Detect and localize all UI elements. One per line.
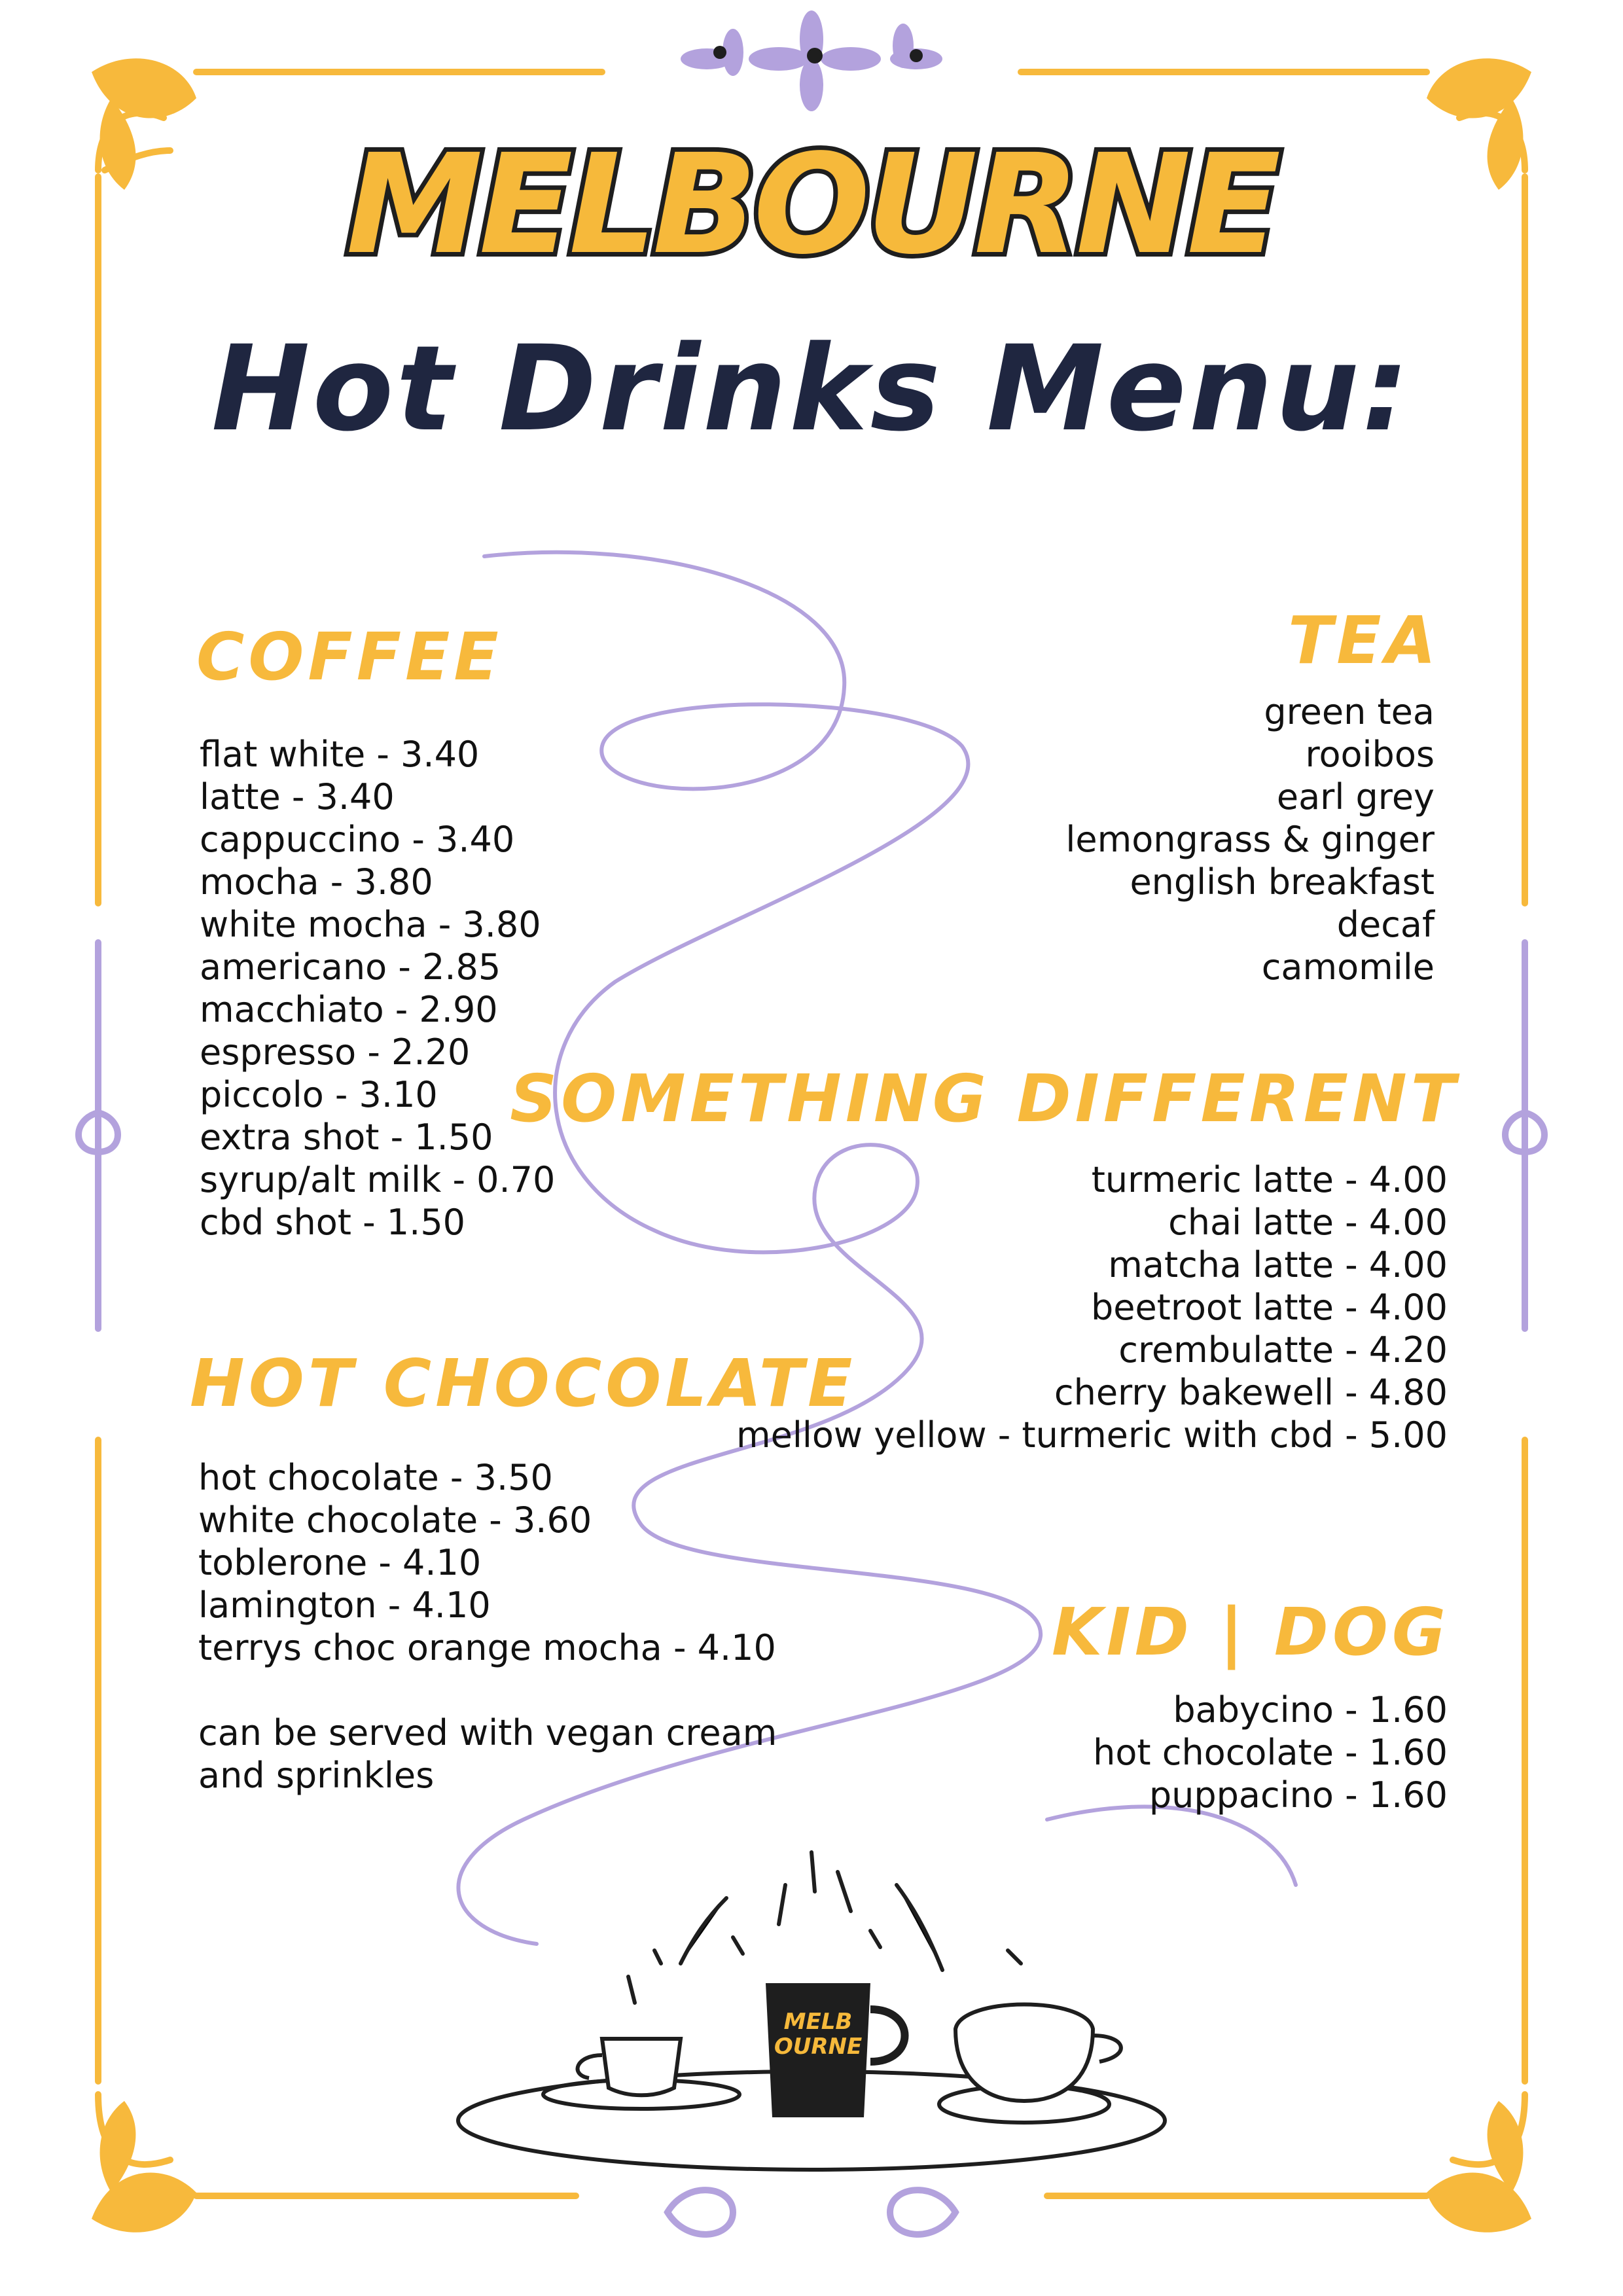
list-item: matcha latte - 4.00 [1108,1244,1448,1285]
list-item: extra shot - 1.50 [200,1117,493,1158]
list-item: crembulatte - 4.20 [1118,1329,1448,1371]
list-item: turmeric latte - 4.00 [1091,1159,1448,1200]
coffee-list [200,733,555,1244]
list-item: piccolo - 3.10 [200,1074,438,1115]
list-item: lamington - 4.10 [198,1585,491,1626]
list-item: babycino - 1.60 [1173,1689,1448,1731]
list-item: cappuccino - 3.40 [200,819,515,860]
mug-logo: MELB OURNE [774,2009,863,2060]
list-item: rooibos [1305,734,1435,775]
list-item: camomile [1261,946,1435,988]
list-item: puppacino - 1.60 [1149,1774,1448,1816]
hot-chocolate-note: can be served with vegan cream and sprinkles [198,1712,777,1796]
list-item: latte - 3.40 [200,776,395,817]
list-item: mocha - 3.80 [200,861,433,903]
something-different-section-title: SOMETHING DIFFERENT [510,1060,1459,1137]
kid-dog-section-title: KID | DOG [1052,1594,1450,1670]
list-item: white mocha - 3.80 [200,904,541,945]
list-item: white chocolate - 3.60 [198,1499,592,1541]
brand-logo: MELBOURNE [346,124,1277,285]
kid-dog-list [1093,1689,1448,1816]
list-item: english breakfast [1130,861,1435,903]
list-item: flat white - 3.40 [200,734,480,775]
list-item: hot chocolate - 1.60 [1093,1732,1448,1773]
list-item: macchiato - 2.90 [200,989,498,1030]
list-item: terrys choc orange mocha - 4.10 [198,1627,776,1668]
list-item: hot chocolate - 3.50 [198,1457,553,1498]
hot-chocolate-section-title: HOT CHOCOLATE [190,1345,857,1422]
list-item: espresso - 2.20 [200,1031,471,1073]
page-title: Hot Drinks Menu: [211,321,1412,457]
tea-section-title: TEA [1288,602,1440,679]
list-item: chai latte - 4.00 [1168,1202,1448,1243]
list-item: americano - 2.85 [200,946,501,988]
tea-list [1065,691,1435,988]
hot-chocolate-list [198,1456,776,1669]
list-item: beetroot latte - 4.00 [1090,1287,1448,1328]
list-item: lemongrass & ginger [1065,819,1435,860]
list-item: mellow yellow - turmeric with cbd - 5.00 [736,1414,1448,1456]
list-item: cherry bakewell - 4.80 [1054,1372,1448,1413]
list-item: toblerone - 4.10 [198,1542,482,1583]
list-item: cbd shot - 1.50 [200,1202,466,1243]
list-item: decaf [1336,904,1435,945]
list-item: earl grey [1276,776,1435,817]
list-item: syrup/alt milk - 0.70 [200,1159,556,1200]
coffee-section-title: COFFEE [196,619,503,695]
flower-icons [681,10,942,111]
list-item: green tea [1264,691,1435,732]
